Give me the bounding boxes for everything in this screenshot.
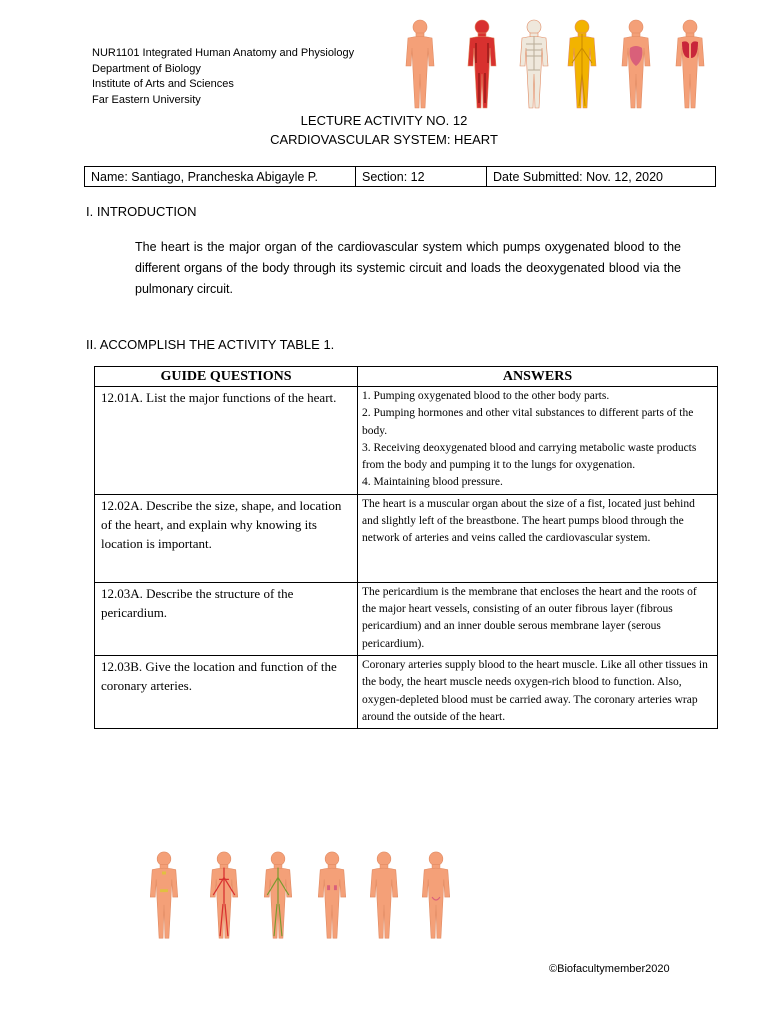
respiratory-figure-icon — [676, 20, 704, 108]
answer-cell — [358, 582, 718, 655]
introduction-text: The heart is the major organ of the cardiovascular system which pumps oxygenated blood to the different organs of the body through its systemic circuit and loads the deoxygenated blood via the pulmonary circuit. — [135, 240, 681, 296]
university-name: Far Eastern University — [92, 93, 201, 106]
bottom-anatomy-figures — [140, 848, 470, 944]
question-cell: 12.03B. Give the location and function of the coronary arteries. — [95, 655, 358, 728]
digestive-figure-icon — [622, 20, 650, 108]
title-line-2: CARDIOVASCULAR SYSTEM: HEART — [270, 132, 498, 147]
answers-header: ANSWERS — [358, 367, 718, 387]
skin-figure-icon — [406, 20, 434, 108]
circulatory-figure-icon — [210, 852, 237, 938]
institute-name: Institute of Arts and Sciences — [92, 78, 234, 90]
copyright-footer: ©Biofacultymember2020 — [549, 963, 670, 975]
answer-cell — [358, 655, 718, 728]
answer-line: 4. Maintaining blood pressure. — [362, 476, 503, 489]
section-cell: Section: 12 — [356, 167, 487, 187]
nervous-figure-icon — [568, 20, 596, 108]
question-cell: 12.03A. Describe the structure of the pericardium. — [95, 582, 358, 655]
document-title — [0, 111, 768, 149]
guide-questions-header: GUIDE QUESTIONS — [95, 367, 358, 387]
answer-line: 2. Pumping hormones and other vital substances to different parts of the body. — [362, 407, 694, 437]
answer-line: 1. Pumping oxygenated blood to the other body parts. — [362, 390, 610, 402]
urinary-figure-icon — [318, 852, 345, 938]
introduction-heading: I. INTRODUCTION — [86, 204, 197, 219]
student-name-cell: Name: Santiago, Prancheska Abigayle P. — [85, 167, 356, 187]
document-header — [92, 46, 354, 108]
student-info-table — [84, 166, 716, 187]
answer-line: 3. Receiving deoxygenated blood and carrying metabolic waste products from the body and pumping it to the lungs for oxygenation. — [362, 441, 697, 472]
top-anatomy-figures — [396, 16, 716, 114]
table-row — [95, 655, 718, 728]
activity-table — [94, 366, 718, 729]
skeletal-figure-icon — [520, 20, 548, 108]
lymphatic-figure-icon — [264, 852, 291, 938]
integumentary-figure-icon — [370, 852, 397, 938]
activity-heading: II. ACCOMPLISH THE ACTIVITY TABLE 1. — [86, 337, 335, 352]
muscular-figure-icon — [468, 20, 496, 108]
table-row — [95, 494, 718, 582]
activity-table-header — [95, 367, 718, 387]
answer-cell — [358, 387, 718, 495]
date-submitted-cell: Date Submitted: Nov. 12, 2020 — [487, 167, 716, 187]
answer-cell — [358, 494, 718, 582]
title-line-1: LECTURE ACTIVITY NO. 12 — [300, 113, 468, 128]
answer-line: Coronary arteries supply blood to the heart muscle. Like all other tissues in the body, the heart muscle needs oxygen-rich blood to function. Also, oxygen-depleted blood must be carried away. The coronary arteries wrap around the outside of the heart. — [362, 658, 708, 723]
table-row — [95, 582, 718, 655]
department-name: Department of Biology — [92, 62, 201, 75]
course-name: NUR1101 Integrated Human Anatomy and Physiology — [92, 47, 355, 59]
answer-line: The heart is a muscular organ about the size of a fist, located just behind and slightly left of the breastbone. The heart pumps blood through the network of arteries and veins called the cardiovascular system. — [362, 497, 695, 545]
table-row — [95, 387, 718, 495]
reproductive-figure-icon — [422, 852, 449, 938]
answer-line: The pericardium is the membrane that encloses the heart and the roots of the major heart vessels, consisting of an outer fibrous layer (fibrous pericardium) and an inner double serous membrane layer (serous pericardium). — [362, 585, 697, 650]
endocrine-figure-icon — [150, 852, 177, 938]
question-cell: 12.02A. Describe the size, shape, and location of the heart, and explain why knowing its location is important. — [95, 494, 358, 582]
question-cell: 12.01A. List the major functions of the heart. — [95, 387, 358, 495]
